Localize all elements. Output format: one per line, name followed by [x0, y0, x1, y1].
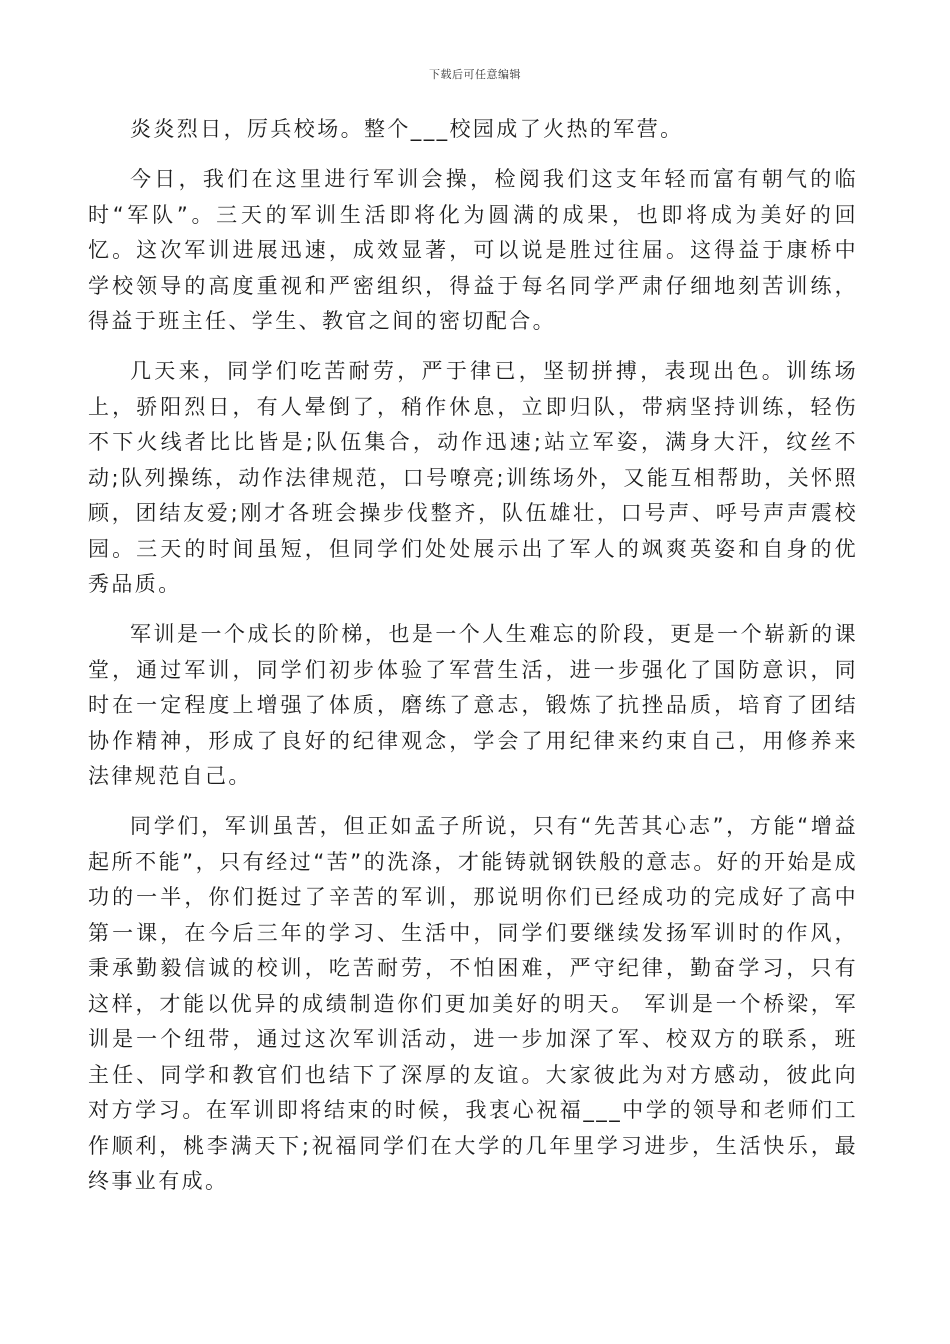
- paragraph-2: 今日，我们在这里进行军训会操，检阅我们这支年轻而富有朝气的临时“军队”。三天的军训生活即将化为圆满的成果，也即将成为美好的回忆。这次军训进展迅速，成效显著，可以说是胜过往届。这得益于康桥中学校领导的高度重视和严密组织，得益于每名同学严肃仔细地刻苦训练，得益于班主任、学生、教官之间的密切配合。: [88, 167, 858, 333]
- paragraph-4: 军训是一个成长的阶梯，也是一个人生难忘的阶段，更是一个崭新的课堂，通过军训，同学们初步体验了军营生活，进一步强化了国防意识，同时在一定程度上增强了体质，磨练了意志，锻炼了抗挫品质，培育了团结协作精神，形成了良好的纪律观念，学会了用纪律来约束自己，用修养来法律规范自己。: [88, 622, 858, 788]
- page-header: 下载后可任意编辑: [429, 68, 521, 81]
- document-body: [88, 112, 858, 1200]
- paragraph-5: 同学们，军训虽苦，但正如孟子所说，只有“先苦其心志”，方能“增益起所不能”，只有经过“苦”的洗涤，才能铸就钢铁般的意志。好的开始是成功的一半，你们挺过了辛苦的军训，那说明你们已经成功的完成好了高中第一课，在今后三年的学习、生活中，同学们要继续发扬军训时的作风，秉承勤毅信诚的校训，吃苦耐劳，不怕困难，严守纪律，勤奋学习，只有这样，才能以优异的成绩制造你们更加美好的明天。 军训是一个桥梁，军训是一个纽带，通过这次军训活动，进一步加深了军、校双方的联系，班主任、同学和教官们也结下了深厚的友谊。大家彼此为对方感动，彼此向对方学习。在军训即将结束的时候，我衷心祝福___中学的领导和老师们工作顺利，桃李满天下;祝福同学们在大学的几年里学习进步，生活快乐，最终事业有成。: [88, 814, 858, 1193]
- paragraph-3: 几天来，同学们吃苦耐劳，严于律已，坚韧拼搏，表现出色。训练场上，骄阳烈日，有人晕倒了，稍作休息，立即归队，带病坚持训练，轻伤不下火线者比比皆是;队伍集合，动作迅速;站立军姿，满身大汗，纹丝不动;队列操练，动作法律规范，口号嘹亮;训练场外，又能互相帮助，关怀照顾，团结友爱;刚才各班会操步伐整齐，队伍雄壮，口号声、呼号声声震校园。三天的时间虽短，但同学们处处展示出了军人的飒爽英姿和自身的优秀品质。: [88, 359, 858, 596]
- paragraph-1: 炎炎烈日，厉兵校场。整个___校园成了火热的军营。: [130, 117, 684, 141]
